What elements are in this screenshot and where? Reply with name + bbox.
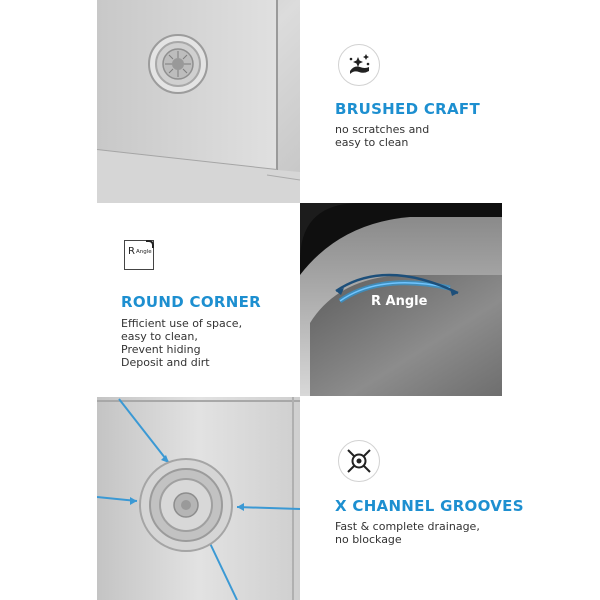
round-corner-photo	[300, 203, 502, 396]
description-line: easy to clean,	[121, 330, 198, 343]
brushed-sink-photo	[97, 0, 300, 203]
description-line: Fast & complete drainage,	[335, 520, 480, 533]
description-line: no blockage	[335, 533, 402, 546]
feature-heading-brushed-craft: BRUSHED CRAFT	[335, 100, 480, 118]
r-angle-corner-icon	[124, 240, 154, 270]
drain-icon	[149, 35, 207, 93]
corner-mark	[146, 240, 154, 248]
feature-description-round-corner	[121, 317, 242, 369]
description-line: Prevent hiding	[121, 343, 201, 356]
icon-r-text: R	[128, 246, 135, 257]
sparkle-cleaning-icon	[338, 44, 380, 86]
feature-heading-x-channel-grooves: X CHANNEL GROOVES	[335, 497, 524, 515]
drain-icon	[140, 459, 232, 551]
drain-cross-icon	[338, 440, 380, 482]
feature-heading-round-corner: ROUND CORNER	[121, 293, 261, 311]
x-channel-photo	[97, 397, 300, 600]
description-line: easy to clean	[335, 136, 409, 149]
feature-description-x-channel-grooves	[335, 520, 480, 546]
description-line: Deposit and dirt	[121, 356, 210, 369]
r-angle-label: R Angle	[371, 294, 428, 309]
description-line: Efficient use of space,	[121, 317, 243, 330]
icon-angle-text: Angle	[136, 249, 152, 255]
description-line: no scratches and	[335, 123, 430, 136]
feature-description-brushed-craft	[335, 123, 429, 149]
